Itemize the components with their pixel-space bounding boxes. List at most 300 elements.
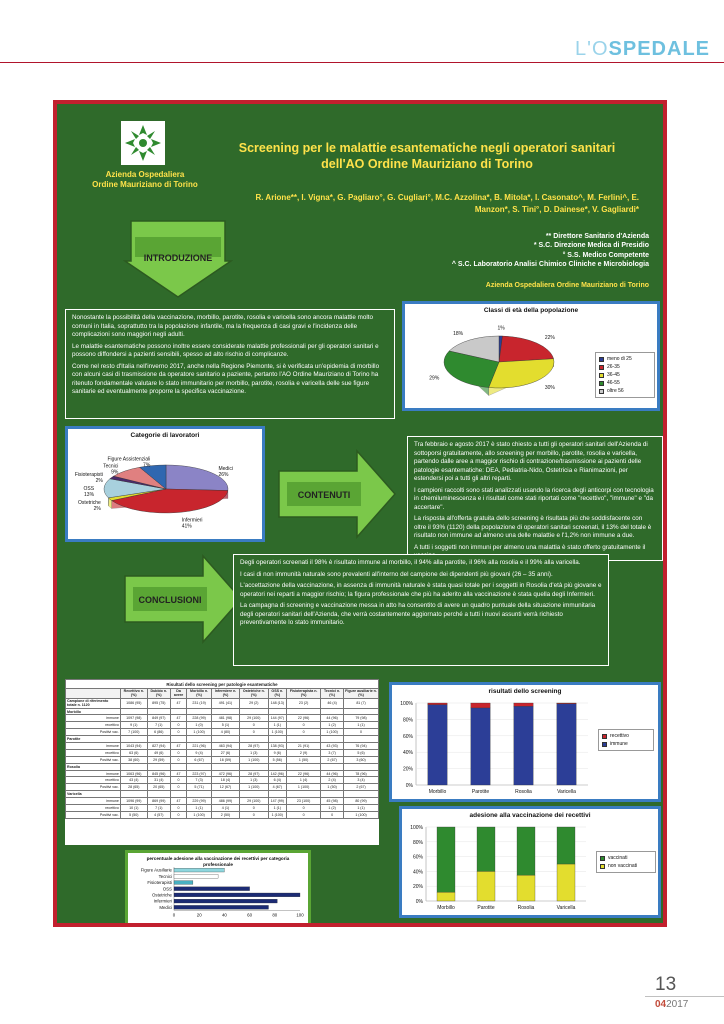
hbar [174, 868, 224, 872]
table-cell: 0 [287, 805, 321, 812]
table-cell: 1 (100) [240, 756, 269, 763]
affiliation-org: Azienda Ospedaliera Ordine Mauriziano di Torino [485, 282, 649, 289]
pie-value-label: 13% [84, 492, 95, 499]
table-cell: 0 [170, 811, 186, 818]
table-cell: 29 (100) [240, 715, 269, 722]
table-row-label: recettivo [66, 749, 121, 756]
table-header-row [66, 689, 379, 699]
table-cell: 0 [287, 729, 321, 736]
x-tick-label: Parotite [477, 905, 495, 911]
table-row-label: Campione di riferimento totale n. 1120 [66, 698, 121, 708]
table-cell: 1 (1) [187, 805, 212, 812]
results-table [65, 679, 379, 845]
category-adherence-plot [130, 865, 310, 926]
table-header-cell: Da avere [170, 689, 186, 699]
table-cell: 44 (96) [321, 715, 344, 722]
category-adherence-chart [125, 850, 311, 926]
table-cell: 16 (59) [211, 756, 239, 763]
conclusions-paragraph: I casi di non immunità naturale sono prevalenti all'interno del campione dei dipendenti più giovani (26 – 35 anni). [240, 570, 553, 578]
table-cell: 49 (6) [147, 749, 170, 756]
table-cell [321, 791, 344, 798]
chart-title: risultati dello screening [488, 688, 562, 695]
table-row [66, 715, 379, 722]
table-cell [211, 763, 239, 770]
table-cell: 0 [240, 811, 269, 818]
table-row-label: recettivo [66, 805, 121, 812]
legend-swatch [602, 734, 607, 739]
table-header-cell: Tecnici n. (%) [321, 689, 344, 699]
table-row [66, 805, 379, 812]
table-cell: 147 (99) [268, 798, 287, 805]
table-cell: 1 (3) [240, 777, 269, 784]
y-tick-label: Infermieri [153, 898, 172, 904]
y-tick-label: OSS [162, 886, 172, 892]
table-cell: 3 (60) [344, 756, 379, 763]
table-cell: 231 (19) [187, 698, 212, 708]
bar-segment [557, 827, 575, 864]
table-cell: 1 (1) [268, 805, 287, 812]
table-cell: 144 (97) [268, 715, 287, 722]
hbar [174, 893, 300, 897]
y-tick-label: 20% [402, 766, 413, 773]
table-cell: 28 (65) [120, 784, 147, 791]
table-cell: 76 (94) [344, 743, 379, 750]
table-cell: 491 (41) [211, 698, 239, 708]
table-row-label: immune [66, 743, 121, 750]
intro-paragraph: Nonostante la possibilità della vaccinazione, morbillo, parotite, rosolia e varicella sono ancora malattie molto comuni in Italia, soprattutto tra la popolazione infantile, ma la frequenza di casi gravi e l'incidenza delle complicazioni sono maggiori negli adulti. [72, 314, 374, 338]
table-cell: 1 (2) [321, 805, 344, 812]
table-cell: 23 (100) [287, 798, 321, 805]
y-tick-label: 40% [412, 869, 423, 876]
contents-paragraph: La risposta all'offerta gratuita dello screening è risultata più che soddisfacente con oltre il 93% (1120) della popolazione di operatori sanitari screenati, il 13% del totale è risultato non immune ad almeno una delle malattie e l'1,2% non immune a due. [414, 515, 652, 539]
table-cell [187, 736, 212, 743]
table-cell: 1 (50) [321, 784, 344, 791]
table-row-label: recettivo [66, 777, 121, 784]
table-cell: 23 (2) [287, 698, 321, 708]
pie-value-label: 9% [111, 469, 119, 476]
table-cell [147, 708, 170, 715]
poster-title: Screening per le malattie esantematiche negli operatori sanitari dell'AO Ordine Mauriziano di Torino [238, 141, 616, 172]
table-cell: 43 (4) [120, 777, 147, 784]
table-header-cell [66, 689, 121, 699]
table-cell: 0 [170, 722, 186, 729]
pie-category-label: Fisioterapisti [74, 472, 103, 479]
pie-value-label: 26% [218, 471, 229, 478]
x-tick-label: 80 [272, 912, 278, 918]
table-cell: 0 [170, 756, 186, 763]
table-cell: 1063 (96) [120, 770, 147, 777]
table-cell: 38 (60) [120, 756, 147, 763]
table-cell: 463 (94) [211, 743, 239, 750]
table-cell: 21 (91) [287, 743, 321, 750]
table-row-label: Varicella [66, 791, 121, 798]
y-tick-label: 40% [402, 750, 413, 757]
contents-textbox [407, 436, 663, 561]
table-cell [120, 736, 147, 743]
legend-swatch [599, 357, 604, 362]
legend-item [599, 379, 651, 387]
table-cell: 1 (100) [187, 729, 212, 736]
table-cell: 486 (99) [211, 798, 239, 805]
table-cell: 47 [170, 743, 186, 750]
table-cell [287, 708, 321, 715]
legend-item [602, 732, 650, 740]
table-cell: 1096 (99) [120, 798, 147, 805]
table-cell: 4 (57) [147, 811, 170, 818]
legend-label: 26-35 [607, 364, 620, 370]
x-tick-label: Varicella [557, 789, 576, 795]
table-cell [211, 791, 239, 798]
table-cell: 4 (80) [211, 729, 239, 736]
legend-item [600, 854, 652, 862]
table-cell [321, 763, 344, 770]
table-cell [287, 736, 321, 743]
table-cell [120, 763, 147, 770]
table-cell: 6 (4) [268, 777, 287, 784]
y-tick-label: Medici [159, 904, 172, 910]
table-cell: 1 (100) [187, 811, 212, 818]
screening-results-chart [389, 682, 661, 802]
y-tick-label: 60% [402, 733, 413, 740]
table-row [66, 763, 379, 770]
table-cell: 481 (98) [211, 715, 239, 722]
table-cell: 5 (56) [268, 756, 287, 763]
table-cell: 3 (7) [321, 749, 344, 756]
table-cell: 2 (4) [321, 777, 344, 784]
poster-authors: R. Arione**, I. Vigna*, G. Pagliaro°, G. Cugliari°, M.C. Azzolina*, B. Mitola*, I. Casonato^, M. Ferlini^, E. Manzon*, S. Tini°, D. Dainese*, V. Gagliardi* [255, 193, 639, 214]
legend-label: vaccinati [608, 855, 628, 861]
legend-item [599, 363, 651, 371]
table-cell: 1 (100) [321, 729, 344, 736]
hospital-logo [121, 121, 165, 165]
table-cell: 0 [240, 805, 269, 812]
vaccination-adherence-chart [399, 806, 661, 918]
y-tick-label: Ostetriche [151, 892, 172, 898]
table-cell: 221 (96) [187, 743, 212, 750]
org-name: Azienda Ospedaliera Ordine Mauriziano di Torino [92, 170, 198, 189]
hbar [174, 905, 269, 909]
table-row-label: immune [66, 798, 121, 805]
y-tick-label: 20% [412, 884, 423, 891]
table-cell [187, 708, 212, 715]
table-cell: 1 (2) [321, 722, 344, 729]
table-cell: 27 (6) [211, 749, 239, 756]
chart-title: adesione alla vaccinazione dei recettivi [469, 812, 591, 819]
table-header-cell: Fisioterapista n. (%) [287, 689, 321, 699]
contents-paragraph: Tra febbraio e agosto 2017 è stato chiesto a tutti gli operatori sanitari dell'Azienda di sottoporsi gratuitamente, allo screening per morbillo, parotite, rosolia e varicella, partendo dalle aree a maggior rischio di contrazione/trasmissione ai pazienti delle patologie esantematiche: DEA, Pediatria-Nido, Ostetricia e Rianimazioni, per estendersi poi a tutti gli altri reparti. [414, 441, 648, 482]
table-cell: 869 (99) [147, 798, 170, 805]
table-cell [321, 708, 344, 715]
pie-category-label: OSS [83, 486, 95, 493]
table-row [66, 777, 379, 784]
table-cell: 45 (98) [321, 798, 344, 805]
intro-paragraph: Le malattie esantematiche possono inoltre essere considerate malattie professionali per gli operatori sanitari e possono diffondersi a pazienti sensibili, spesso ad alto rischio di complicanze. [72, 342, 379, 358]
table-cell: 47 [170, 698, 186, 708]
legend-swatch [599, 381, 604, 386]
bar-segment [477, 871, 495, 901]
table-row-label: immune [66, 770, 121, 777]
table-cell [170, 791, 186, 798]
x-tick-label: Morbillo [428, 789, 447, 795]
y-tick-label: Fisioterapisti [147, 880, 172, 886]
bar-segment [477, 827, 495, 871]
table-cell: 827 (94) [147, 743, 170, 750]
table-row-label: Positivi vac. [66, 784, 121, 791]
pie-category-label: Ostetriche [78, 500, 101, 507]
legend-item [599, 387, 651, 395]
table-cell: 1097 (98) [120, 715, 147, 722]
table-cell: 46 (4) [321, 698, 344, 708]
table-cell: 28 (97) [240, 743, 269, 750]
table-cell: 7 (3) [187, 777, 212, 784]
table-cell: 80 (99) [344, 798, 379, 805]
table-cell: 43 (93) [321, 743, 344, 750]
table-cell: 22 (96) [287, 715, 321, 722]
table-cell: 1 (1) [268, 722, 287, 729]
table-cell: 4 (1) [211, 805, 239, 812]
table-cell: 29 (2) [240, 698, 269, 708]
table-row [66, 798, 379, 805]
table-cell: 4 (67) [268, 784, 287, 791]
table-cell [147, 736, 170, 743]
affiliation-item: ^ S.C. Laboratorio Analisi Chimico Cliniche e Microbiologia [451, 261, 649, 269]
table-title: Risultati dello screening per patologie esantematiche [66, 680, 379, 689]
y-tick-label: 100% [400, 701, 413, 707]
table-header-cell: Dubbio n. (%) [147, 689, 170, 699]
table-cell [268, 763, 287, 770]
legend-swatch [600, 856, 605, 861]
magazine-logo: L'OSPEDALE [575, 38, 710, 60]
bar-segment [437, 827, 455, 892]
table-cell [211, 736, 239, 743]
legend-swatch [602, 742, 607, 747]
table-cell: 6 (67) [187, 756, 212, 763]
table-cell: 148 (13) [268, 698, 287, 708]
x-tick-label: 60 [247, 912, 253, 918]
workers-pie-chart [65, 426, 265, 542]
pie-value-label: 2% [93, 506, 101, 513]
table-cell [240, 736, 269, 743]
table-cell: 7 (1) [147, 805, 170, 812]
y-tick-label: Figure Ausiliarie [140, 867, 172, 873]
table-cell: 47 [170, 798, 186, 805]
table-cell: 223 (97) [187, 770, 212, 777]
table-cell [240, 708, 269, 715]
pie-value-label: 1% [497, 325, 505, 332]
legend-swatch [599, 365, 604, 370]
table-header-cell: Infermiere n. (%) [211, 689, 239, 699]
table-cell [211, 708, 239, 715]
table-cell [147, 791, 170, 798]
table-cell: 10 (1) [120, 805, 147, 812]
table-cell: 47 [170, 770, 186, 777]
bar-segment [428, 705, 447, 785]
table-row-label: Rosolia [66, 763, 121, 770]
legend-label: meno di 25 [607, 356, 632, 362]
table-cell: 2 (9) [287, 749, 321, 756]
table-cell: 47 [170, 715, 186, 722]
table-cell: 0 [287, 722, 321, 729]
table-cell [344, 736, 379, 743]
pie-value-label: 41% [181, 523, 192, 530]
table-row [66, 756, 379, 763]
x-tick-label: Rosolia [517, 905, 535, 911]
table-cell: 1 (100) [240, 784, 269, 791]
chart-title: Categorie di lavoratori [130, 432, 200, 439]
x-tick-label: Morbillo [437, 905, 455, 911]
table-row-label: Positivi vac. [66, 756, 121, 763]
legend-swatch [600, 864, 605, 869]
table-header-cell: Recettivo n. (%) [120, 689, 147, 699]
table-cell: 849 (97) [147, 715, 170, 722]
table-cell: 0 [344, 729, 379, 736]
table-cell [268, 736, 287, 743]
table-cell [287, 763, 321, 770]
pie-value-label: 7% [143, 462, 151, 469]
bar-segment [437, 892, 455, 901]
table-cell: 44 (96) [321, 770, 344, 777]
hbar [174, 881, 193, 885]
conclusions-paragraph: Degli operatori screenati il 98% è risultato immune al morbillo, il 94% alla parotite, il 96% alla rosolia e il 99% alla varicella. [240, 559, 581, 566]
legend-label: oltre 56 [607, 388, 624, 394]
table-row [66, 729, 379, 736]
table-cell: 78 (96) [344, 770, 379, 777]
pie-value-label: 29% [429, 375, 440, 382]
table-cell: 1 (100) [268, 811, 287, 818]
table-cell: 29 (59) [147, 756, 170, 763]
contents-paragraph: I campioni raccolti sono stati analizzati usando la ricerca degli anticorpi con tecnologia in chemiluminescenza e i risultati come stati riportati come "recettivo", "immune" e "da accertare". [414, 486, 654, 511]
table-cell: 1086 (95) [120, 698, 147, 708]
table-cell: 0 [240, 722, 269, 729]
pie-category-label: Tecnici [103, 463, 119, 470]
table-cell [170, 736, 186, 743]
pie-category-label: Figure Assistenziali [107, 456, 151, 463]
table-cell: 1 (0) [187, 722, 212, 729]
affiliation-item: * S.C. Direzione Medica di Presidio [533, 242, 649, 250]
intro-label: INTRODUZIONE [143, 253, 213, 263]
scientific-poster [53, 100, 667, 927]
legend-label: 46-55 [607, 380, 620, 386]
table-body [66, 698, 379, 818]
table-cell: 9 (4) [187, 749, 212, 756]
x-tick-label: Rosolia [515, 789, 532, 795]
table-cell: 5 (1) [211, 722, 239, 729]
table-row [66, 722, 379, 729]
table-cell: 0 [287, 811, 321, 818]
legend-label: non vaccinati [608, 863, 638, 869]
legend-item [599, 355, 651, 363]
table-cell: 6 (86) [147, 729, 170, 736]
affiliations [349, 232, 649, 270]
table-cell [187, 791, 212, 798]
table-cell [287, 791, 321, 798]
table-row-label: Positivi vac. [66, 811, 121, 818]
table-cell: 138 (93) [268, 743, 287, 750]
table-cell: 0 [170, 777, 186, 784]
bar-segment [557, 703, 576, 704]
x-tick-label: 40 [221, 912, 227, 918]
vaccination-legend [596, 851, 656, 873]
table-row [66, 743, 379, 750]
table-cell: 9 (6) [268, 749, 287, 756]
issue-date: 042017 [655, 999, 689, 1010]
bar-segment [471, 708, 490, 785]
table-cell: 895 (75) [147, 698, 170, 708]
table-header-cell: Morbillo n. (%) [187, 689, 212, 699]
x-tick-label: 20 [196, 912, 202, 918]
y-tick-label: 100% [410, 825, 423, 831]
bar-segment [517, 827, 535, 875]
vaccination-adherence-plot [404, 821, 592, 917]
pie-category-label: Medici [218, 465, 233, 472]
table-cell: 0 [170, 805, 186, 812]
footer-rule [645, 996, 724, 997]
table-cell [187, 763, 212, 770]
bar-segment [514, 703, 533, 706]
x-tick-label: 0 [172, 912, 176, 918]
bar-segment [557, 864, 575, 901]
table-cell: 5 (71) [187, 784, 212, 791]
table-row [66, 736, 379, 743]
conclusions-paragraph: L'accettazione della vaccinazione, in assenza di immunità naturale è stata quasi totale per i soggetti in Rosolia d'età più giovane e operatori nei reparti a maggior rischio; la figura professionale che più ha aderito alla vaccinazione è stata quella degli Infermieri. [240, 582, 602, 598]
table-cell: 7 (1) [147, 722, 170, 729]
table-cell: 472 (96) [211, 770, 239, 777]
table-cell: 2 (67) [321, 756, 344, 763]
x-tick-label: Parotite [471, 789, 490, 795]
table-row [66, 791, 379, 798]
table-cell: 1 (1) [344, 805, 379, 812]
table-cell: 1 (1) [344, 722, 379, 729]
table-cell: 1 (100) [268, 729, 287, 736]
legend-label: 36-45 [607, 372, 620, 378]
table-cell: 9 (1) [120, 722, 147, 729]
bar-segment [517, 875, 535, 901]
table-cell [170, 763, 186, 770]
table-row-label: recettivo [66, 722, 121, 729]
table-cell: 0 [170, 729, 186, 736]
age-pie-chart [402, 301, 660, 411]
table-row [66, 708, 379, 715]
bar-segment [514, 706, 533, 785]
table-cell: 79 (98) [344, 715, 379, 722]
table-cell: 1 (4) [287, 777, 321, 784]
table-row [66, 698, 379, 708]
legend-label: immune [610, 741, 628, 747]
table-cell: 2 (67) [344, 784, 379, 791]
legend-item [602, 740, 650, 748]
table-cell [170, 708, 186, 715]
table-cell: 7 (100) [120, 729, 147, 736]
table-cell: 12 (67) [211, 784, 239, 791]
table-cell [240, 791, 269, 798]
table-row-label: Morbillo [66, 708, 121, 715]
y-tick-label: 0% [405, 783, 413, 789]
table-cell [240, 763, 269, 770]
table-cell [268, 708, 287, 715]
table-cell [344, 708, 379, 715]
legend-item [599, 371, 651, 379]
table-cell: 18 (4) [211, 777, 239, 784]
table-cell: 228 (99) [187, 715, 212, 722]
age-pie-legend [595, 352, 655, 398]
table-cell: 63 (6) [120, 749, 147, 756]
table-cell [120, 791, 147, 798]
table-cell: 31 (4) [147, 777, 170, 784]
table-row [66, 784, 379, 791]
hbar [174, 887, 250, 891]
mauriziano-cross-icon [121, 121, 165, 165]
bar-segment [557, 704, 576, 785]
